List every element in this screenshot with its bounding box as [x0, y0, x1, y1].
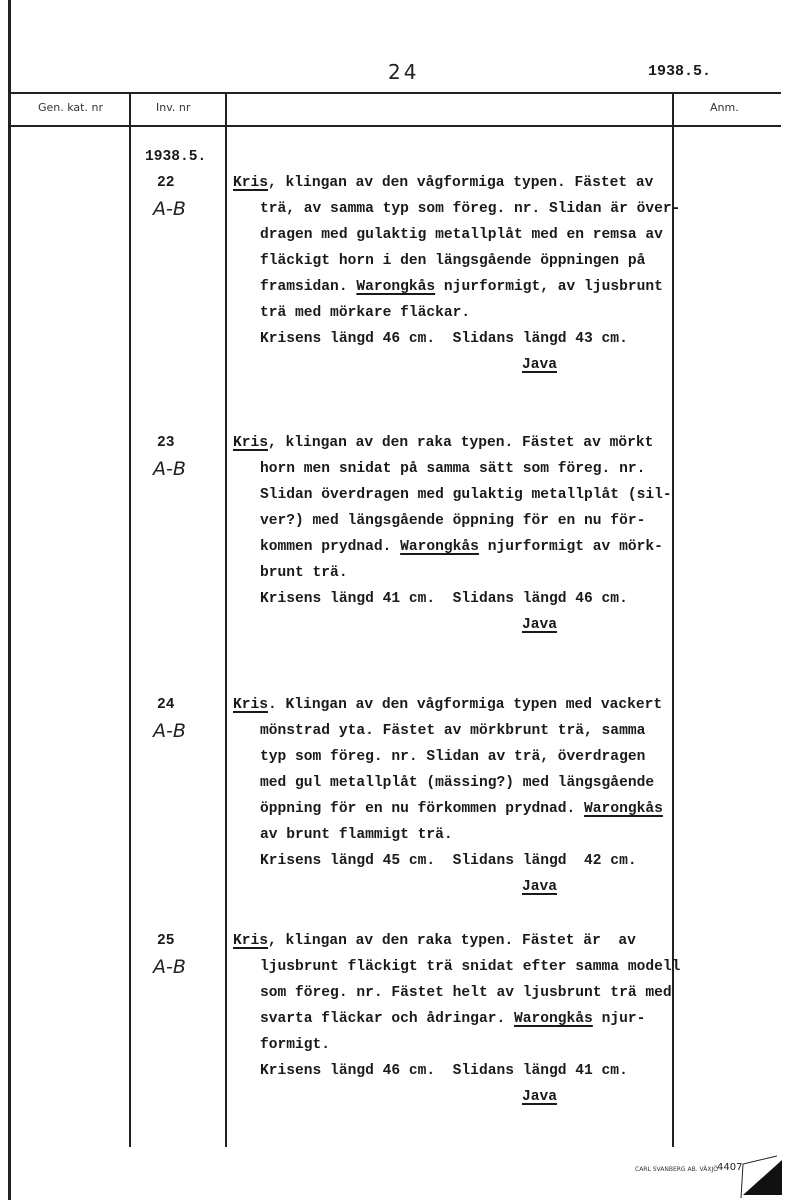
- entry-text-line: [260, 848, 637, 874]
- text-segment: , klingan av den raka typen. Fästet är av: [268, 933, 636, 949]
- text-segment: njurformigt, av ljusbrunt: [435, 279, 663, 295]
- underlined-term: Kris: [233, 435, 269, 451]
- left-margin-bar: [8, 0, 11, 1200]
- entry-text-line: [260, 482, 672, 508]
- underlined-term: Kris: [233, 175, 269, 191]
- text-segment: . Klingan av den vågformiga typen med vackert: [268, 697, 663, 713]
- entry-text-line: [260, 822, 453, 848]
- handwritten-mark: A-B: [153, 198, 186, 220]
- text-segment: framsidan.: [260, 279, 357, 295]
- text-segment: brunt trä.: [260, 565, 348, 581]
- text-segment: Slidan överdragen med gulaktig metallplåt (sil-: [260, 487, 672, 503]
- underlined-term: Warongkås: [400, 539, 479, 555]
- text-segment: , klingan av den raka typen. Fästet av mörkt: [268, 435, 654, 451]
- entry-text-line: [260, 508, 645, 534]
- handwritten-mark: A-B: [153, 458, 186, 480]
- text-segment: ver?) med längsgående öppning för en nu för-: [260, 513, 646, 529]
- text-segment: mönstrad yta. Fästet av mörkbrunt trä, samma: [260, 723, 646, 739]
- entry-text-line: [260, 954, 680, 980]
- page-number: 24: [388, 60, 420, 84]
- text-segment: dragen med gulaktig metallplåt med en remsa av: [260, 227, 663, 243]
- text-segment: njurformigt av mörk-: [478, 539, 663, 555]
- entry-number: 25: [157, 933, 175, 949]
- entry-text-line: [260, 1058, 628, 1084]
- entry-text-line: [260, 770, 654, 796]
- entry-text-line: [233, 430, 653, 456]
- text-segment: horn men snidat på samma sätt som föreg. nr.: [260, 461, 646, 477]
- printer-imprint: CARL SVANBERG AB. VÄXJÖ: [635, 1166, 718, 1173]
- entry-text-line: [260, 196, 680, 222]
- entry-text-line: [260, 1032, 330, 1058]
- corner-triangle-mark: [735, 1150, 785, 1200]
- entry-text-line: [260, 300, 470, 326]
- text-segment: njur-: [592, 1011, 646, 1027]
- entry-text-line: [233, 692, 662, 718]
- entry-text-line: [260, 534, 663, 560]
- entry-number: 23: [157, 435, 175, 451]
- entry-text-line: [260, 248, 645, 274]
- entry-text-line: [260, 560, 348, 586]
- underlined-term: Warongkås: [584, 801, 663, 817]
- text-segment: med gul metallplåt (mässing?) med längsgående: [260, 775, 655, 791]
- text-segment: svarta fläckar och ådringar.: [260, 1011, 514, 1027]
- text-segment: av brunt flammigt trä.: [260, 827, 453, 843]
- underlined-term: Kris: [233, 933, 269, 949]
- entry-text-line: [260, 456, 645, 482]
- text-segment: fläckigt horn i den längsgående öppningen på: [260, 253, 646, 269]
- section-date: 1938.5.: [145, 149, 207, 165]
- entry-text-line: [260, 326, 628, 352]
- text-segment: öppning för en nu förkommen prydnad.: [260, 801, 585, 817]
- text-segment: som föreg. nr. Fästet helt av ljusbrunt trä med: [260, 985, 672, 1001]
- entry-text-line: [260, 222, 663, 248]
- column-header-anm: Anm.: [710, 101, 739, 114]
- entry-text-line: [260, 980, 672, 1006]
- header-bottom-rule: [11, 125, 781, 127]
- column-divider: [129, 92, 131, 1147]
- text-segment: trä, av samma typ som föreg. nr. Slidan är över-: [260, 201, 681, 217]
- column-divider: [672, 92, 674, 1147]
- entry-origin: Java: [522, 357, 558, 373]
- text-segment: , klingan av den vågformiga typen. Fästet av: [268, 175, 654, 191]
- text-segment: Krisens längd 45 cm. Slidans längd 42 cm.: [260, 853, 637, 869]
- text-segment: formigt.: [260, 1037, 331, 1053]
- header-date: 1938.5.: [648, 63, 712, 80]
- handwritten-mark: A-B: [153, 720, 186, 742]
- entry-text-line: [233, 170, 653, 196]
- text-segment: Krisens längd 46 cm. Slidans längd 43 cm.: [260, 331, 628, 347]
- text-segment: Krisens längd 46 cm. Slidans längd 41 cm.: [260, 1063, 628, 1079]
- entry-text-line: [233, 928, 636, 954]
- underlined-term: Warongkås: [513, 1011, 593, 1027]
- underlined-term: Kris: [233, 697, 269, 713]
- column-divider: [225, 92, 227, 1147]
- column-header-gen-kat: Gen. kat. nr: [38, 101, 103, 114]
- text-segment: kommen prydnad.: [260, 539, 401, 555]
- text-segment: ljusbrunt fläckigt trä snidat efter samma modell: [260, 959, 681, 975]
- entry-text-line: [260, 586, 628, 612]
- underlined-term: Warongkås: [356, 279, 436, 295]
- entry-text-line: [260, 1006, 645, 1032]
- entry-text-line: [260, 274, 663, 300]
- handwritten-mark: A-B: [153, 956, 186, 978]
- entry-origin: Java: [522, 617, 558, 633]
- entry-origin: Java: [522, 879, 558, 895]
- entry-text-line: [260, 796, 663, 822]
- text-segment: trä med mörkare fläckar.: [260, 305, 471, 321]
- entry-origin: Java: [522, 1089, 558, 1105]
- form-number: 4407: [717, 1162, 743, 1173]
- text-segment: typ som föreg. nr. Slidan av trä, överdragen: [260, 749, 646, 765]
- text-segment: Krisens längd 41 cm. Slidans längd 46 cm.: [260, 591, 628, 607]
- entry-text-line: [260, 744, 645, 770]
- entry-number: 24: [157, 697, 175, 713]
- header-top-rule: [11, 92, 781, 94]
- entry-text-line: [260, 718, 645, 744]
- entry-number: 22: [157, 175, 175, 191]
- column-header-inv: Inv. nr: [156, 101, 191, 114]
